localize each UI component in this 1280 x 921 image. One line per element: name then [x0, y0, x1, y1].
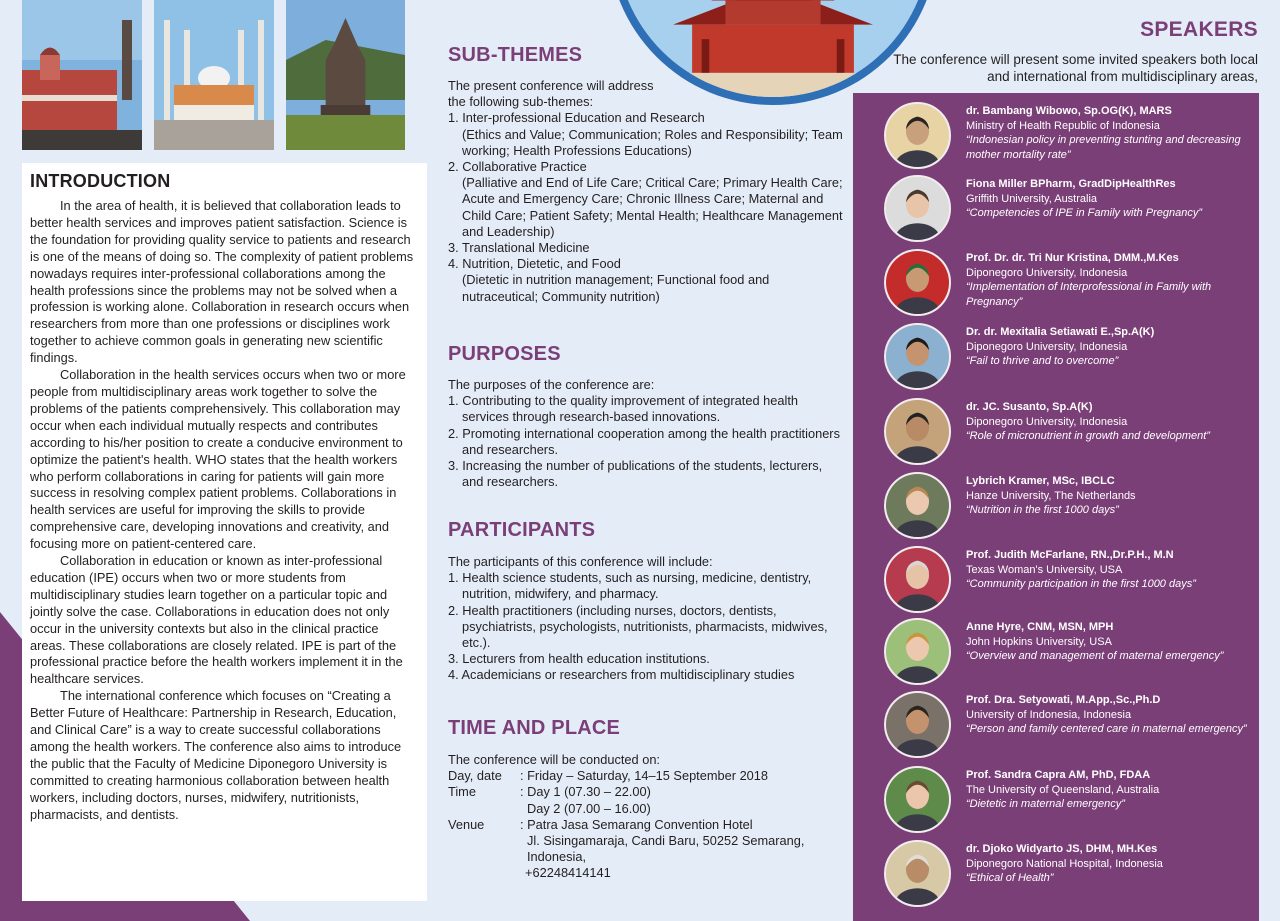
speaker-affiliation: Diponegoro National Hospital, Indonesia [966, 857, 1163, 870]
speakers-title: SPEAKERS [1140, 18, 1258, 41]
participant-item: 3. Lecturers from health education institutions. [448, 651, 710, 667]
introduction-title: INTRODUCTION [30, 171, 171, 191]
photo-old-building [22, 0, 142, 150]
speaker-affiliation: Ministry of Health Republic of Indonesia [966, 119, 1160, 132]
participants-lead: The participants of this conference will include: [448, 554, 713, 569]
purposes-title: PURPOSES [448, 343, 561, 365]
speaker-topic: “Overview and management of maternal emergency” [966, 650, 1224, 663]
timeplace-row-venue: Venue : Patra Jasa Semarang Convention Hotel Jl. Sisingamaraja, Candi Baru, 50252 Semarang, Indonesia, +62248414141 [448, 816, 805, 881]
speaker-card [884, 102, 1259, 170]
speaker-name: Prof. Sandra Capra AM, PhD, FDAA [966, 769, 1151, 781]
speaker-topic: “Person and family centered care in maternal emergency” [966, 723, 1247, 736]
speaker-photo [884, 840, 951, 907]
intro-paragraph: Collaboration in education or known as inter-professional education (IPE) occurs when two or more students from multidisciplinary studies learn together on a particular topic and jointly solve the case. Collaborations in education does not only occur in the university contexts but also in the clinical practice areas. These collaborations are closely related. IPE is part of the professional practice before the health workers implement it in the healthcare services. [30, 553, 403, 687]
speaker-affiliation: John Hopkins University, USA [966, 635, 1112, 648]
intro-paragraph: In the area of health, it is believed that collaboration leads to better health services and improves patient satisfaction. Science is the foundation for providing quality service to patients and research is one of the means of doing so. The complexity of patient problems nowadays requires inter-professional collaborations among the health professions since the problems may not be solved when a profession is working alone. Collaboration in research occurs when researchers from more than one professions or disciplines work together to achieve common goals in generating new scientific findings. [30, 198, 414, 366]
speaker-card [884, 840, 1259, 908]
participants-body [448, 554, 833, 684]
timeplace-body [448, 752, 843, 882]
speaker-card [884, 472, 1259, 540]
participants-title: PARTICIPANTS [448, 519, 596, 541]
subtheme-detail: (Palliative and End of Life Care; Critical Care; Primary Health Care; Acute and Emergency Care; Chronic Illness Care; Maternal and Child Care; Patient Safety; Mental Health; Healthcare Management and Leadership) [462, 175, 843, 239]
subtheme-item: 4. Nutrition, Dietetic, and Food [448, 256, 621, 272]
speaker-topic: “Competencies of IPE in Family with Pregnancy” [966, 207, 1202, 220]
speaker-name: Anne Hyre, CNM, MSN, MPH [966, 621, 1114, 633]
speaker-photo [884, 472, 951, 539]
speaker-card [884, 398, 1259, 466]
timeplace-lead: The conference will be conducted on: [448, 752, 660, 767]
subtheme-detail: (Dietetic in nutrition management; Functional food and nutraceutical; Community nutrition) [462, 272, 770, 304]
timeplace-title: TIME AND PLACE [448, 717, 621, 739]
purpose-item: 3. Increasing the number of publications of the students, lecturers, and researchers. [448, 458, 823, 490]
speaker-card [884, 249, 1259, 317]
speaker-photo [884, 766, 951, 833]
speaker-affiliation: Diponegoro University, Indonesia [966, 415, 1128, 428]
participant-item: 4. Academicians or researchers from multidisciplinary studies [448, 667, 795, 683]
speaker-photo [884, 102, 951, 169]
speaker-topic: “Implementation of Interprofessional in Family with Pregnancy” [966, 281, 1212, 308]
speaker-photo [884, 175, 951, 242]
intro-paragraph: The international conference which focuses on “Creating a Better Future of Healthcare: Partnership in Research, Education, and Clinical Care” is a way to create successful collaborations among the health workers. The conference also aims to introduce the public that the Faculty of Medicine Diponegoro University is committed to creating harmonious collaboration between health workers, including doctors, nurses, midwifery, nutritionists, pharmacists, and dentists. [30, 688, 402, 822]
speaker-name: dr. JC. Susanto, Sp.A(K) [966, 401, 1093, 413]
speaker-card [884, 691, 1259, 759]
speaker-card [884, 323, 1259, 391]
subthemes-lead: the following sub-themes: [448, 94, 594, 110]
speaker-affiliation: University of Indonesia, Indonesia [966, 708, 1132, 721]
subtheme-item: 1. Inter-professional Education and Research [448, 110, 705, 126]
speaker-topic: “Nutrition in the first 1000 days” [966, 504, 1119, 517]
purpose-item: 2. Promoting international cooperation among the health practitioners and researchers. [448, 425, 840, 457]
speaker-card [884, 766, 1259, 834]
participant-item: 2. Health practitioners (including nurses, doctors, dentists, psychiatrists, psychologists, nutritionists, pharmacists, midwives, etc.). [448, 602, 828, 651]
participant-item: 1. Health science students, such as nursing, medicine, dentistry, nutrition, midwifery, and pharmacy. [448, 570, 812, 602]
speaker-name: Lybrich Kramer, MSc, IBCLC [966, 475, 1115, 487]
speaker-photo [884, 546, 951, 613]
speaker-topic: “Community participation in the first 1000 days” [966, 578, 1196, 591]
speaker-topic: “Indonesian policy in preventing stunting and decreasing mother mortality rate” [966, 134, 1241, 161]
speaker-name: dr. Bambang Wibowo, Sp.OG(K), MARS [966, 105, 1172, 117]
speaker-name: Dr. dr. Mexitalia Setiawati E.,Sp.A(K) [966, 326, 1155, 338]
purposes-body [448, 377, 843, 490]
subthemes-title: SUB-THEMES [448, 44, 583, 66]
speaker-photo [884, 618, 951, 685]
purposes-lead: The purposes of the conference are: [448, 377, 655, 392]
purpose-item: 1. Contributing to the quality improvement of integrated health services through research-based innovations. [448, 393, 798, 425]
speaker-card [884, 618, 1259, 686]
subthemes-lead: The present conference will address [448, 78, 654, 93]
speaker-card [884, 546, 1259, 614]
speaker-affiliation: The University of Queensland, Australia [966, 783, 1160, 796]
subtheme-detail: (Ethics and Value; Communication; Roles and Responsibility; Team working; Health Professions Educations) [462, 126, 843, 158]
speaker-name: Prof. Judith McFarlane, RN.,Dr.P.H., M.N [966, 549, 1174, 561]
speaker-card [884, 175, 1259, 243]
speaker-affiliation: Texas Woman's University, USA [966, 563, 1123, 576]
speaker-affiliation: Diponegoro University, Indonesia [966, 340, 1128, 353]
timeplace-row-day: Day, date : Friday – Saturday, 14–15 September 2018 [448, 768, 769, 784]
speaker-photo [884, 398, 951, 465]
intro-paragraph: Collaboration in the health services occurs when two or more people from multidisciplinary areas work together to solve the problems of the patients comprehensively. This collaboration may occur when each individual mutually respects and contributes according to his/her position to create a conducive environment to optimize the patient's health. WHO states that the health workers who perform collaborations in caring for patients will gain more success in resolving complex patient problems. Collaborations in health services are useful for improving the skills to provide comprehensive care, developing innovations and creativity, and focusing more on patient-centered care. [30, 367, 406, 552]
speaker-name: Fiona Miller BPharm, GradDipHealthRes [966, 178, 1176, 190]
speaker-photo [884, 691, 951, 758]
photo-mosque [154, 0, 274, 150]
speaker-topic: “Fail to thrive and to overcome” [966, 355, 1119, 368]
introduction-panel [22, 163, 427, 901]
speaker-topic: “Ethical of Health” [966, 872, 1054, 885]
speaker-affiliation: Hanze University, The Netherlands [966, 489, 1136, 502]
speaker-affiliation: Diponegoro University, Indonesia [966, 266, 1128, 279]
photo-temple [286, 0, 405, 150]
timeplace-row-time: Time : Day 1 (07.30 – 22.00) Day 2 (07.00 – 16.00) [448, 784, 651, 816]
subtheme-item: 2. Collaborative Practice [448, 159, 587, 175]
speaker-name: Prof. Dra. Setyowati, M.App.,Sc.,Ph.D [966, 694, 1161, 706]
speaker-photo [884, 323, 951, 390]
speaker-name: Prof. Dr. dr. Tri Nur Kristina, DMM.,M.Kes [966, 252, 1179, 264]
speakers-intro: The conference will present some invited speakers both local and international from multidisciplinary areas, [893, 52, 1258, 84]
subthemes-body [448, 78, 843, 305]
speaker-affiliation: Griffith University, Australia [966, 192, 1098, 205]
speaker-photo [884, 249, 951, 316]
speaker-topic: “Role of micronutrient in growth and development” [966, 430, 1210, 443]
subtheme-item: 3. Translational Medicine [448, 240, 590, 256]
speaker-topic: “Dietetic in maternal emergency” [966, 798, 1125, 811]
speaker-name: dr. Djoko Widyarto JS, DHM, MH.Kes [966, 843, 1158, 855]
